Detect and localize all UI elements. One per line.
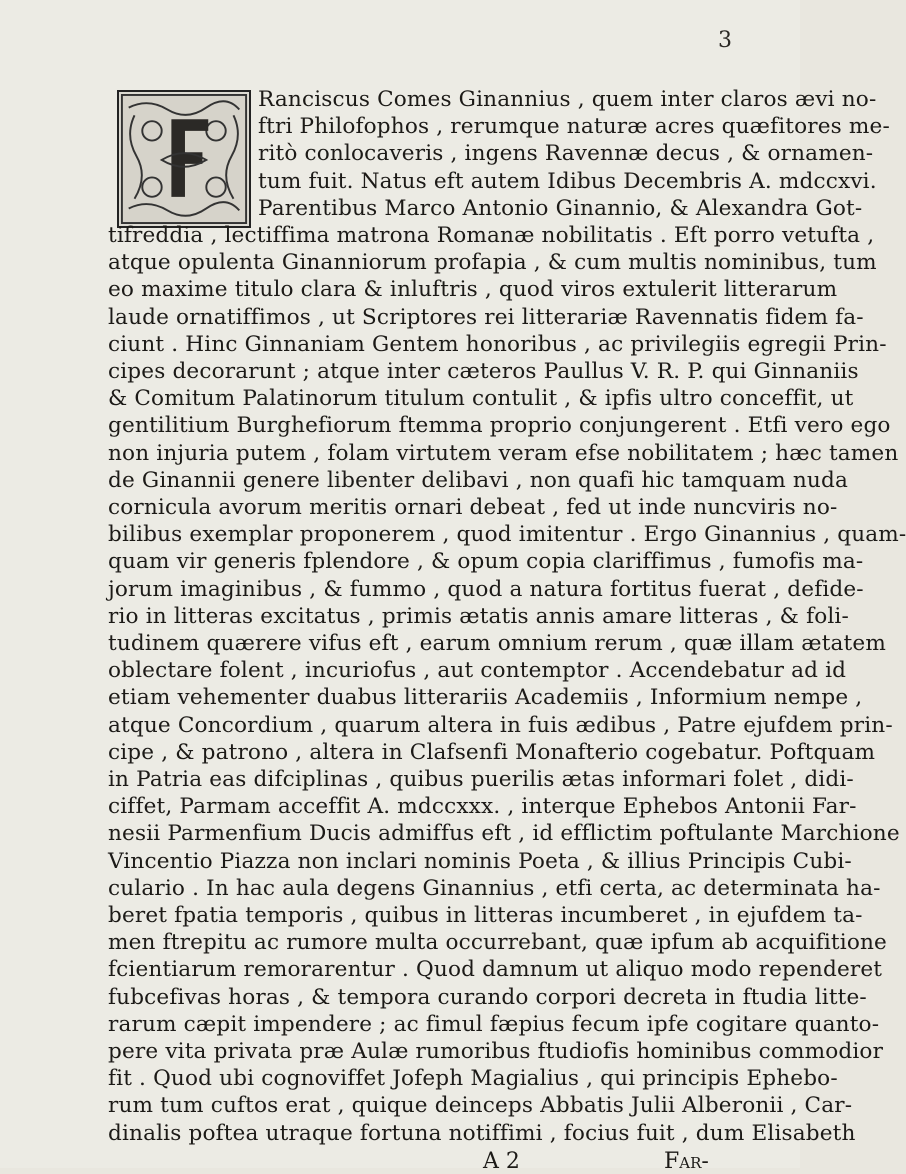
text-line: men ftrepitu ac rumore multa occurrebant, quæ ipfum ab acquifitione [108,930,887,956]
signature-mark: A 2 [483,1148,520,1174]
text-line: Vincentio Piazza non inclari nominis Poeta , & illius Principis Cubi- [108,848,852,874]
text-line: non injuria putem , folam virtutem veram efse nobilitatem ; hæc tamen [108,440,899,466]
text-line: eo maxime titulo clara & inluftris , quod viros extulerit litterarum [108,277,838,303]
text-line: gentilitium Burghefiorum ftemma proprio conjungerent . Etfi vero ego [108,413,891,439]
ornament-initial-icon [119,92,249,226]
text-line: tudinem quærere vifus eft , earum omnium rerum , quæ illam ætatem [108,631,886,656]
text-line [258,195,863,222]
text-line [258,140,874,167]
text-line-2: ritò conlocaveris , ingens Ravennæ decus , & ornamen- [258,141,874,167]
text-line: cipe , & patrono , altera in Clafsenfi Monafterio cogebatur. Poftquam [108,739,876,765]
page-number: 3 [718,28,732,53]
text-line: nesii Parmenfium Ducis admiffus eft , id efflictim poftulante Marchione [108,821,900,847]
text-line: ciffet, Parmam acceffit A. mdccxxx. , interque Ephebos Antonii Far- [108,794,857,820]
text-line: fcientiarum remorarentur . Quod damnum ut aliquo modo rependeret [108,957,883,983]
catchword: Far- [664,1148,709,1174]
text-line: ciunt . Hinc Ginnaniam Gentem honoribus , ac privilegiis egregii Prin- [108,331,887,357]
text-line: cornicula avorum meritis ornari debeat , fed ut inde nuncviris no- [108,495,838,520]
text-line: cipes decorarunt ; atque inter cæteros Paullus V. R. P. qui Ginnaniis [108,359,859,384]
text-line: tifreddia , lectiffima matrona Romanæ nobilitatis . Eft porro vetufta , [108,223,875,248]
text-line: laude ornatiffimos , ut Scriptores rei litterariæ Ravennatis fidem fa- [108,304,864,330]
text-line: de Ginannii genere libenter delibavi , non quafi hic tamquam nuda [108,467,848,493]
text-line-1: ftri Philofophos , rerumque naturæ acres quæfitores me- [258,114,890,140]
text-line: rio in litteras excitatus , primis ætatis annis amare litteras , & foli- [108,603,849,629]
text-line: pere vita privata præ Aulæ rumoribus ftudiofis hominibus commodior [108,1039,884,1064]
text-line: culario . In hac aula degens Ginannius , etfi certa, ac determinata ha- [108,875,881,901]
text-line: bilibus exemplar proponerem , quod imitentur . Ergo Ginannius , quam- [108,522,906,548]
text-line: in Patria eas difciplinas , quibus puerilis ætas informari folet , didi- [108,767,854,792]
text-line: dinalis poftea utraque fortuna notiffimi , focius fuit , dum Elisabeth [108,1120,856,1146]
text-line: atque Concordium , quarum altera in fuis ædibus , Patre ejufdem prin- [108,712,893,738]
text-line [258,168,877,195]
text-line [258,86,877,113]
text-line-0: Ranciscus Comes Ginannius , quem inter claros ævi no- [258,87,877,112]
decorated-initial-f [117,90,251,228]
text-line-3: tum fuit. Natus eft autem Idibus Decembris A. mdccxvi. [258,168,877,194]
text-line: fubcefivas horas , & tempora curando corpori decreta in ftudia litte- [108,984,867,1010]
text-line: oblectare folent , incuriofus , aut contemptor . Accendebatur ad id [108,658,847,684]
text-line: etiam vehementer duabus litterariis Academiis , Informium nempe , [108,685,863,711]
text-line: quam vir generis fplendore , & opum copia clariffimus , fumofis ma- [108,549,864,575]
text-line [258,113,890,140]
text-line: atque opulenta Ginanniorum profapia , & cum multis nominibus, tum [108,250,877,276]
text-line: jorum imaginibus , & fummo , quod a natura fortitus fuerat , defide- [108,576,864,602]
text-line-4: Parentibus Marco Antonio Ginannio, & Alexandra Got- [258,195,863,221]
text-line: beret fpatia temporis , quibus in litteras incumberet , in ejufdem ta- [108,903,863,928]
text-line: & Comitum Palatinorum titulum contulit , & ipfis ultro conceffit, ut [108,386,854,412]
text-line: rarum cæpit impendere ; ac fimul fæpius fecum ipfe cogitare quanto- [108,1011,880,1037]
text-line: rum tum cuftos erat , quique deinceps Abbatis Julii Alberonii , Car- [108,1093,853,1119]
text-line: fit . Quod ubi cognoviffet Jofeph Magialius , qui principis Ephebo- [108,1066,838,1092]
